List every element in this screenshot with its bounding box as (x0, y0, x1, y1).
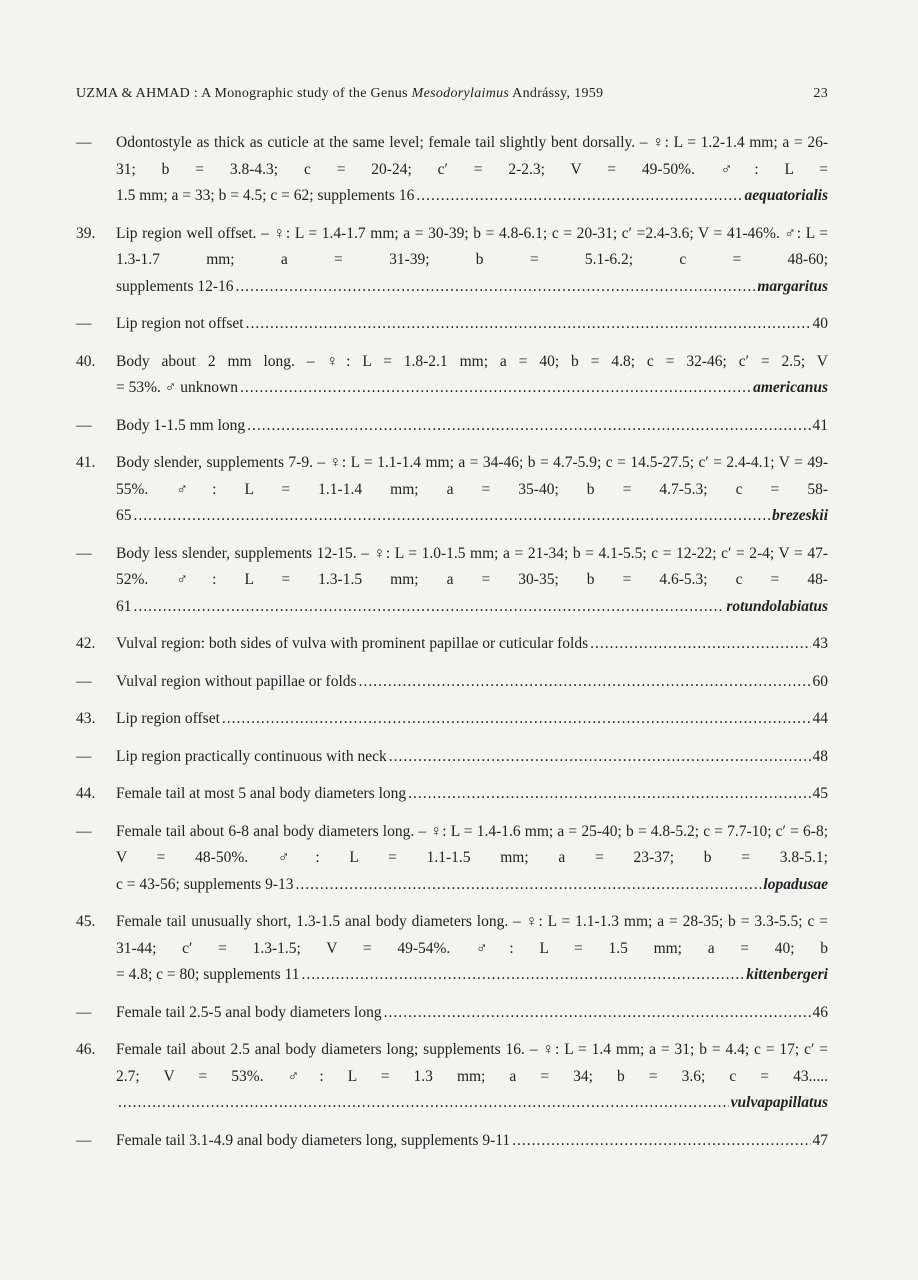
entry-lead-text: = 4.8; c = 80; supplements 11 (116, 966, 300, 983)
couplet-reference: 44 (812, 710, 828, 727)
entry-text: Odontostyle as thick as cuticle at the same level; female tail slightly bent dorsally. – ♀: L = 1.2-1.4 mm; a = 26-31; b = 3.8-4.3; c = 20-24; c′ = 2-2.3; V = 49-50%. ♂: L = (116, 134, 828, 178)
leader-dots (590, 631, 810, 658)
entry-text: Body slender, supplements 7-9. – ♀: L = 1.1-1.4 mm; a = 34-46; b = 4.7-5.9; c = 14.5-27.5; c′ = 2.4-4.1; V = 49-55%. ♂: L = 1.1-1.4 mm; a = 35-40; b = 4.7-5.3; c = 58- (116, 454, 828, 498)
entry-body (116, 1037, 828, 1117)
entry-lead-text: c = 43-56; supplements 9-13 (116, 875, 294, 893)
key-entries (76, 130, 828, 1154)
key-entry (76, 541, 828, 621)
entry-lead-line (116, 669, 828, 696)
key-entry (76, 349, 828, 402)
leader-dots (296, 872, 762, 899)
couplet-marker: — (76, 822, 92, 840)
entry-lead-line (116, 183, 828, 210)
leader-dots (118, 1090, 729, 1117)
couplet-marker: — (76, 315, 92, 332)
entry-lead-line (116, 781, 828, 808)
entry-body (116, 130, 828, 210)
couplet-marker: 40. (76, 352, 96, 370)
entry-body (116, 311, 828, 338)
couplet-marker: 46. (76, 1041, 96, 1058)
running-header (76, 86, 828, 102)
entry-gap (76, 530, 828, 541)
couplet-reference: 40 (812, 315, 828, 332)
couplet-marker: — (76, 416, 92, 434)
key-entry (76, 706, 828, 733)
key-entry (76, 413, 828, 440)
leader-dots (359, 669, 811, 696)
couplet-marker: 45. (76, 913, 96, 930)
leader-dots (389, 744, 811, 771)
entry-body (116, 631, 828, 658)
entry-body (116, 450, 828, 530)
taxon-name: margaritus (757, 277, 828, 295)
leader-dots (384, 1000, 811, 1027)
couplet-marker: 42. (76, 635, 96, 652)
couplet-marker: 41. (76, 454, 96, 471)
entry-lead-line (116, 503, 828, 530)
couplet-marker: 44. (76, 785, 96, 802)
entry-gap (76, 210, 828, 221)
entry-text: Female tail unusually short, 1.3-1.5 anal body diameters long. – ♀: L = 1.1-1.3 mm; a = 28-35; b = 3.3-5.5; c = 31-44; c′ = 1.3-1.5; V = 49-54%. ♂: L = 1.5 mm; a = 40; b (116, 913, 828, 957)
entry-text: Body about 2 mm long. – ♀: L = 1.8-2.1 mm; a = 40; b = 4.8; c = 32-46; c′ = 2.5; V (116, 352, 828, 370)
taxon-name: vulvapapillatus (730, 1094, 828, 1111)
entry-lead-text: Lip region offset (116, 710, 220, 727)
entry-lead-text: Female tail 3.1-4.9 anal body diameters long, supplements 9-11 (116, 1131, 511, 1149)
entry-lead-text: Female tail at most 5 anal body diameters long (116, 785, 407, 802)
leader-dots (416, 183, 742, 210)
key-entry (76, 450, 828, 530)
entry-lead-text: Lip region practically continuous with neck (116, 747, 387, 765)
taxon-name: rotundolabiatus (726, 597, 828, 615)
entry-body (116, 819, 828, 899)
entry-body (116, 669, 828, 696)
entry-gap (76, 300, 828, 311)
couplet-reference: 47 (812, 1131, 828, 1149)
couplet-marker: 43. (76, 710, 96, 727)
entry-lead-text: 61 (116, 597, 132, 615)
entry-lead-text: 1.5 mm; a = 33; b = 4.5; c = 62; supplements 16 (116, 187, 415, 204)
taxon-name: brezeskii (772, 507, 828, 524)
entry-lead-line (116, 1128, 828, 1155)
entry-lead-text: Body 1-1.5 mm long (116, 416, 246, 434)
header-title (76, 86, 603, 102)
key-entry (76, 1128, 828, 1155)
entry-lead-text: Lip region not offset (116, 315, 244, 332)
key-entry (76, 669, 828, 696)
entry-body (116, 1000, 828, 1027)
leader-dots (236, 274, 756, 301)
couplet-reference: 43 (812, 635, 828, 652)
entry-lead-line (116, 631, 828, 658)
key-entry (76, 130, 828, 210)
entry-lead-line (116, 413, 828, 440)
entry-text: Body less slender, supplements 12-15. – ♀: L = 1.0-1.5 mm; a = 21-34; b = 4.1-5.5; c = 12-22; c′ = 2-4; V = 47-52%. ♂: L = 1.3-1.5 mm; a = 30-35; b = 4.6-5.3; c = 48- (116, 544, 828, 588)
entry-lead-text: = 53%. ♂ unknown (116, 379, 238, 396)
entry-body (116, 413, 828, 440)
entry-lead-line (116, 1090, 828, 1117)
key-entry (76, 819, 828, 899)
couplet-reference: 41 (812, 416, 828, 434)
entry-lead-line (116, 744, 828, 771)
entry-body (116, 541, 828, 621)
couplet-marker: — (76, 544, 92, 562)
entry-body (116, 744, 828, 771)
entry-gap (76, 733, 828, 744)
couplet-reference: 48 (812, 747, 828, 765)
entry-gap (76, 808, 828, 819)
couplet-reference: 46 (812, 1003, 828, 1021)
entry-lead-line (116, 962, 828, 989)
entry-lead-line (116, 706, 828, 733)
page-number: 23 (813, 86, 828, 101)
key-entry (76, 781, 828, 808)
leader-dots (247, 413, 810, 440)
entry-lead-line (116, 274, 828, 301)
entry-body (116, 706, 828, 733)
entry-lead-text: 65 (116, 507, 132, 524)
header-genus: Mesodorylaimus (411, 86, 510, 101)
entry-text: Female tail about 2.5 anal body diameters long; supplements 16. – ♀: L = 1.4 mm; a = 31; b = 4.4; c = 17; c′ = 2.7; V = 53%. ♂: L = 1.3 mm; a = 34; b = 3.6; c = 43..... (116, 1041, 828, 1085)
entry-lead-text: Female tail 2.5-5 anal body diameters long (116, 1003, 382, 1021)
entry-body (116, 221, 828, 301)
entry-lead-line (116, 311, 828, 338)
couplet-marker: — (76, 1003, 92, 1021)
couplet-marker: — (76, 134, 92, 151)
key-entry (76, 909, 828, 989)
leader-dots (134, 503, 771, 530)
leader-dots (408, 781, 810, 808)
entry-gap (76, 1117, 828, 1128)
entry-text: Lip region well offset. – ♀: L = 1.4-1.7 mm; a = 30-39; b = 4.8-6.1; c = 20-31; c′ =2.4-3.6; V = 41-46%. ♂: L = 1.3-1.7 mm; a = 31-39; b = 5.1-6.2; c = 48-60; (116, 224, 828, 268)
entry-gap (76, 898, 828, 909)
couplet-marker: — (76, 672, 92, 690)
header-authority: Andrássy, 1959 (509, 86, 604, 101)
leader-dots (512, 1128, 810, 1155)
couplet-reference: 45 (812, 785, 828, 802)
entry-lead-text: Vulval region without papillae or folds (116, 672, 357, 690)
entry-lead-line (116, 872, 828, 899)
entry-gap (76, 402, 828, 413)
leader-dots (240, 375, 751, 402)
entry-gap (76, 1026, 828, 1037)
entry-gap (76, 695, 828, 706)
key-entry (76, 744, 828, 771)
key-entry (76, 631, 828, 658)
entry-gap (76, 989, 828, 1000)
leader-dots (246, 311, 811, 338)
entry-body (116, 909, 828, 989)
entry-gap (76, 658, 828, 669)
couplet-marker: — (76, 747, 92, 765)
taxon-name: kittenbergeri (746, 966, 828, 983)
entry-lead-line (116, 375, 828, 402)
taxon-name: aequatorialis (744, 187, 828, 204)
leader-dots (222, 706, 811, 733)
header-authors-title: UZMA & AHMAD : A Monographic study of the Genus (76, 86, 412, 101)
key-entry (76, 311, 828, 338)
couplet-reference: 60 (812, 672, 828, 690)
entry-body (116, 1128, 828, 1155)
taxon-name: lopadusae (763, 875, 828, 893)
entry-body (116, 349, 828, 402)
entry-body (116, 781, 828, 808)
taxon-name: americanus (753, 379, 828, 396)
entry-gap (76, 338, 828, 349)
entry-lead-text: Vulval region: both sides of vulva with prominent papillae or cuticular folds (116, 635, 589, 652)
entry-gap (76, 770, 828, 781)
leader-dots (134, 594, 725, 621)
key-entry (76, 221, 828, 301)
leader-dots (302, 962, 745, 989)
couplet-marker: — (76, 1131, 92, 1149)
key-entry (76, 1000, 828, 1027)
entry-gap (76, 620, 828, 631)
couplet-marker: 39. (76, 224, 96, 242)
entry-lead-text: supplements 12-16 (116, 277, 234, 295)
entry-text: Female tail about 6-8 anal body diameters long. – ♀: L = 1.4-1.6 mm; a = 25-40; b = 4.8-5.2; c = 7.7-10; c′ = 6-8; V = 48-50%. ♂: L = 1.1-1.5 mm; a = 23-37; b = 3.8-5.1; (116, 822, 828, 866)
entry-lead-line (116, 1000, 828, 1027)
key-entry (76, 1037, 828, 1117)
entry-gap (76, 439, 828, 450)
entry-lead-line (116, 594, 828, 621)
